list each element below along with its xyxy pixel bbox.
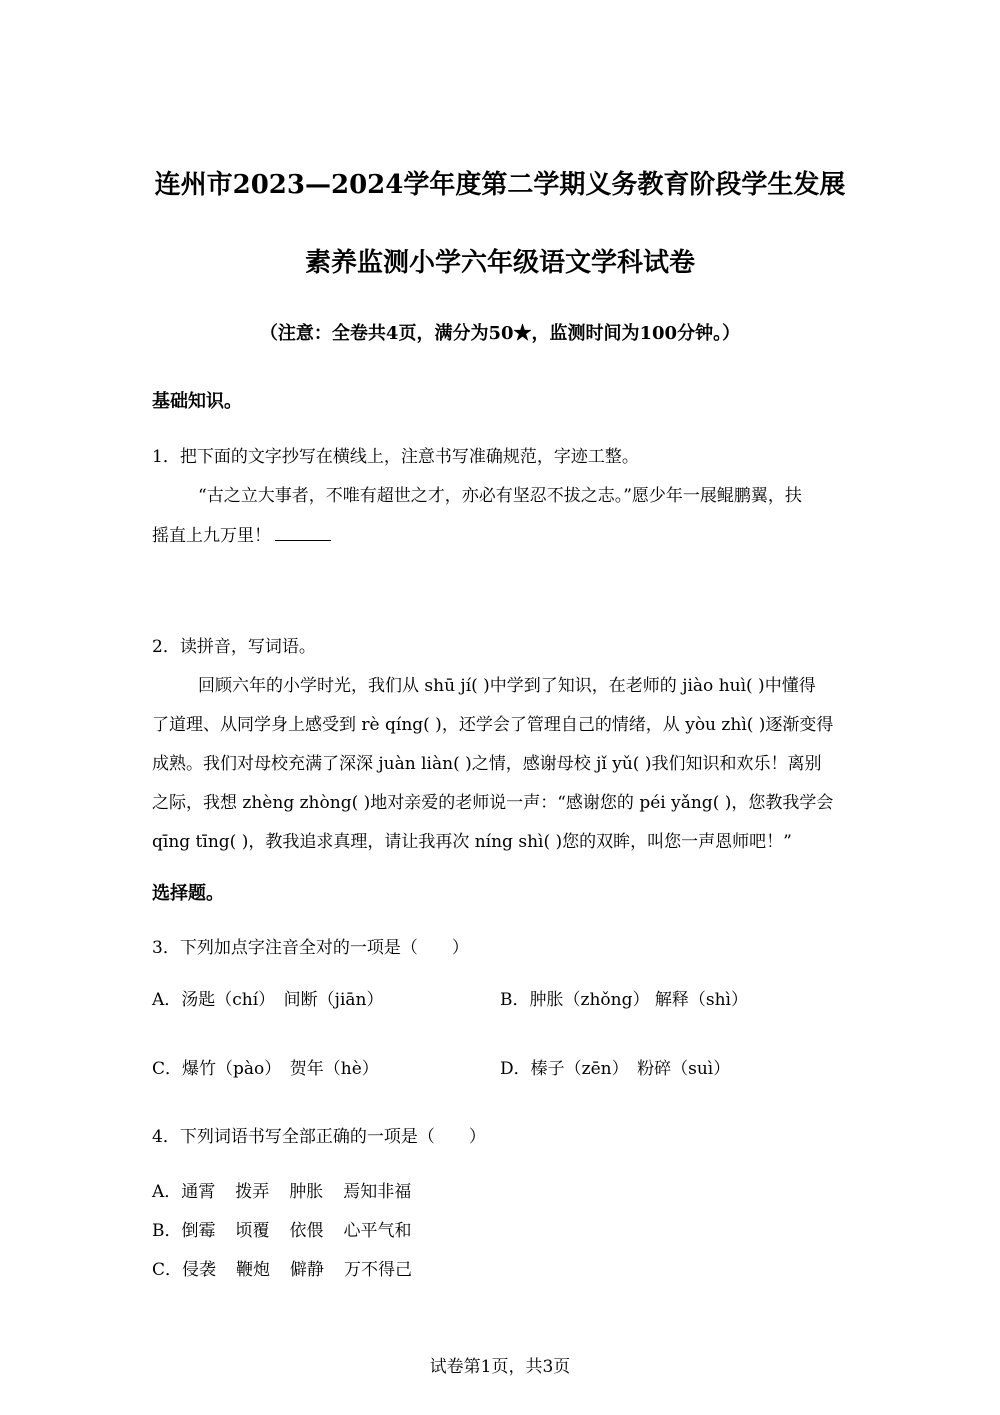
- word: 焉知非福: [343, 1182, 412, 1202]
- question-4-option-b: [152, 1220, 412, 1242]
- question-1-text-line-2: [152, 524, 331, 547]
- word: 顷覆: [235, 1221, 270, 1241]
- option-label: A．: [152, 1182, 182, 1202]
- question-4-prompt: 4．下列词语书写全部正确的一项是（ ）: [152, 1127, 486, 1147]
- question-2-line-1: 回顾六年的小学时光，我们从 shū jí( )中学到了知识，在老师的 jiào huì( )中懂得: [198, 676, 816, 696]
- question-2-line-3: 成熟。我们对母校充满了深深 juàn liàn( )之情，感谢母校 jǐ yǔ( )我们知识和欢乐！离别: [152, 754, 822, 774]
- question-2-prompt: 2．读拼音，写词语。: [152, 637, 316, 657]
- word: 通霄: [181, 1182, 216, 1202]
- word: 侵袭: [182, 1260, 217, 1280]
- exam-title-line-1: 连州市2023—2024学年度第二学期义务教育阶段学生发展: [154, 170, 846, 200]
- word: 心平气和: [343, 1221, 412, 1241]
- option-label: B．: [152, 1221, 182, 1241]
- option-label: C．: [152, 1260, 183, 1280]
- question-1-prompt: 1．把下面的文字抄写在横线上，注意书写准确规范，字迹工整。: [152, 447, 639, 467]
- question-1-text-line-2-content: 摇直上九万里！: [152, 526, 271, 546]
- question-2-line-2: 了道理、从同学身上感受到 rè qíng( )，还学会了管理自己的情绪，从 yòu zhì( )逐渐变得: [152, 715, 834, 735]
- question-3-option-a: A．汤匙（chí） 间断（jiān）: [152, 990, 384, 1010]
- exam-title-line-2: 素养监测小学六年级语文学科试卷: [304, 248, 695, 278]
- word: 倒霉: [181, 1221, 216, 1241]
- page-footer: 试卷第1页，共3页: [429, 1357, 571, 1377]
- question-1-text-line-1: “古之立大事者，不唯有超世之才，亦必有坚忍不拔之志。”愿少年一展鲲鹏翼，扶: [198, 486, 802, 506]
- answer-blank[interactable]: [275, 524, 331, 541]
- word: 鞭炮: [236, 1260, 271, 1280]
- word: 拨弄: [235, 1182, 270, 1202]
- section-basic-knowledge: 基础知识。: [152, 391, 242, 412]
- question-3-prompt: 3．下列加点字注音全对的一项是（ ）: [152, 938, 469, 958]
- word: 肿胀: [289, 1182, 324, 1202]
- question-3-option-d: D．榛子（zēn） 粉碎（suì）: [500, 1059, 731, 1079]
- question-2-line-5: qīng tīng( )，教我追求真理，请让我再次 níng shì( )您的双眸，叫您一声恩师吧！”: [152, 832, 792, 852]
- word: 僻静: [290, 1260, 325, 1280]
- question-4-option-a: [152, 1181, 411, 1203]
- question-2-line-4: 之际，我想 zhèng zhòng( )地对亲爱的老师说一声：“感谢您的 péi yǎng( )，您教我学会: [152, 793, 834, 813]
- exam-note: （注意：全卷共4页，满分为50★，监测时间为100分钟。）: [259, 323, 741, 344]
- word: 依偎: [289, 1221, 324, 1241]
- question-4-option-c: [152, 1259, 412, 1281]
- word: 万不得己: [344, 1260, 413, 1280]
- question-3-option-b: B．肿胀（zhǒng） 解释（shì）: [500, 990, 748, 1010]
- question-3-option-c: C．爆竹（pào） 贺年（hè）: [152, 1059, 379, 1079]
- section-multiple-choice: 选择题。: [152, 883, 224, 904]
